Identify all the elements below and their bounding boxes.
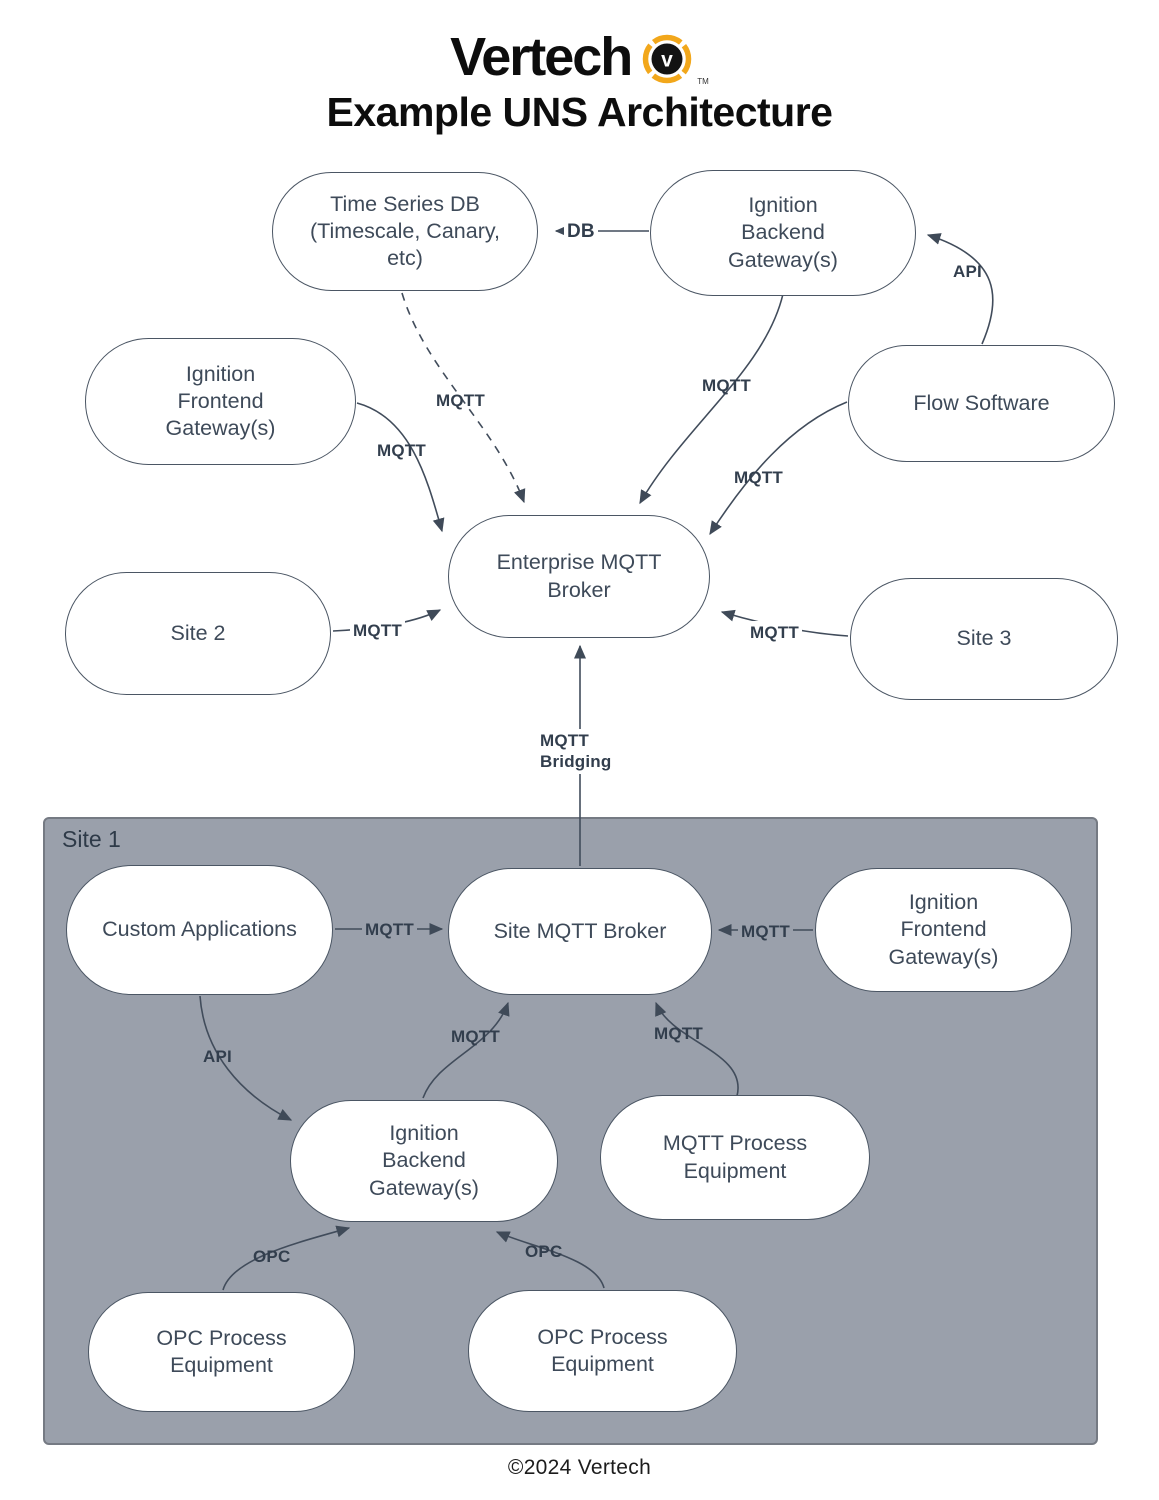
node-enterprise-mqtt-broker	[448, 515, 710, 638]
node-site3	[850, 578, 1118, 700]
edge-label-db: DB	[564, 219, 598, 245]
node-custom-applications-label: Custom Applications	[102, 917, 297, 942]
edge-label-opc-right: OPC	[525, 1242, 563, 1261]
edge-label-mqtt-frontend-site: MQTT	[738, 920, 793, 943]
page-title: Example UNS Architecture	[326, 89, 833, 135]
node-custom-applications	[66, 865, 333, 995]
page-header	[0, 0, 1159, 135]
copyright-text: ©2024 Vertech	[507, 1456, 652, 1479]
node-site-mqtt-broker	[448, 868, 712, 995]
node-ignition-frontend-top-label: Ignition Frontend Gateway(s)	[165, 361, 276, 441]
edge-label-api-top: API	[953, 262, 982, 281]
node-ignition-backend-top	[650, 170, 916, 296]
trademark-symbol: TM	[697, 77, 709, 86]
edge-label-mqtt-flow: MQTT	[734, 468, 783, 487]
node-mqtt-process-equipment-label: MQTT Process Equipment	[662, 1131, 808, 1183]
edge-label-mqtt-frontend-top: MQTT	[377, 441, 426, 460]
edge-label-api-site: API	[203, 1047, 232, 1066]
node-ignition-frontend-top	[85, 338, 356, 465]
edge-label-mqtt-bridging: MQTT Bridging	[537, 729, 629, 774]
node-site2-label: Site 2	[170, 620, 226, 645]
node-ignition-frontend-site-label: Ignition Frontend Gateway(s)	[888, 890, 999, 969]
node-ignition-backend-site	[290, 1100, 558, 1222]
node-ignition-backend-site-label: Ignition Backend Gateway(s)	[369, 1121, 479, 1200]
vertech-logo	[0, 26, 1159, 88]
edge-label-mqtt-backend-site: MQTT	[451, 1027, 500, 1046]
node-opc-process-equipment-right-label: OPC Process Equipment	[537, 1324, 668, 1376]
edge-label-opc-left: OPC	[253, 1247, 291, 1266]
svg-text:v: v	[661, 48, 674, 72]
edge-label-mqtt-tsdb: MQTT	[436, 391, 485, 410]
edge-label-mqtt-site2: MQTT	[350, 619, 405, 642]
node-time-series-db-label: Time Series DB (Timescale, Canary, etc)	[310, 191, 500, 271]
node-opc-process-equipment-left	[88, 1292, 355, 1412]
node-ignition-backend-top-label: Ignition Backend Gateway(s)	[728, 193, 838, 272]
node-site2	[65, 572, 331, 695]
node-site-mqtt-broker-label: Site MQTT Broker	[493, 918, 667, 943]
node-flow-software	[848, 345, 1115, 462]
node-flow-software-label: Flow Software	[913, 390, 1050, 415]
node-time-series-db	[272, 172, 538, 291]
site1-label: Site 1	[62, 826, 121, 852]
node-mqtt-process-equipment	[600, 1095, 870, 1220]
edge-label-mqtt-backend-top: MQTT	[702, 376, 751, 395]
vertech-logo-text: Vertech	[450, 27, 632, 87]
vertech-v-icon	[641, 33, 693, 85]
node-site3-label: Site 3	[956, 626, 1012, 651]
node-opc-process-equipment-left-label: OPC Process Equipment	[156, 1325, 287, 1377]
edge-api-flow-backend	[928, 235, 993, 344]
edge-label-mqtt-custom: MQTT	[362, 918, 417, 941]
node-ignition-frontend-site	[815, 868, 1072, 992]
edge-mqtt-frontend-broker	[357, 403, 442, 531]
edge-label-mqtt-site3: MQTT	[747, 621, 802, 644]
edge-label-mqtt-equip: MQTT	[654, 1024, 703, 1043]
node-opc-process-equipment-right	[468, 1290, 737, 1412]
node-enterprise-mqtt-broker-label: Enterprise MQTT Broker	[496, 550, 662, 602]
